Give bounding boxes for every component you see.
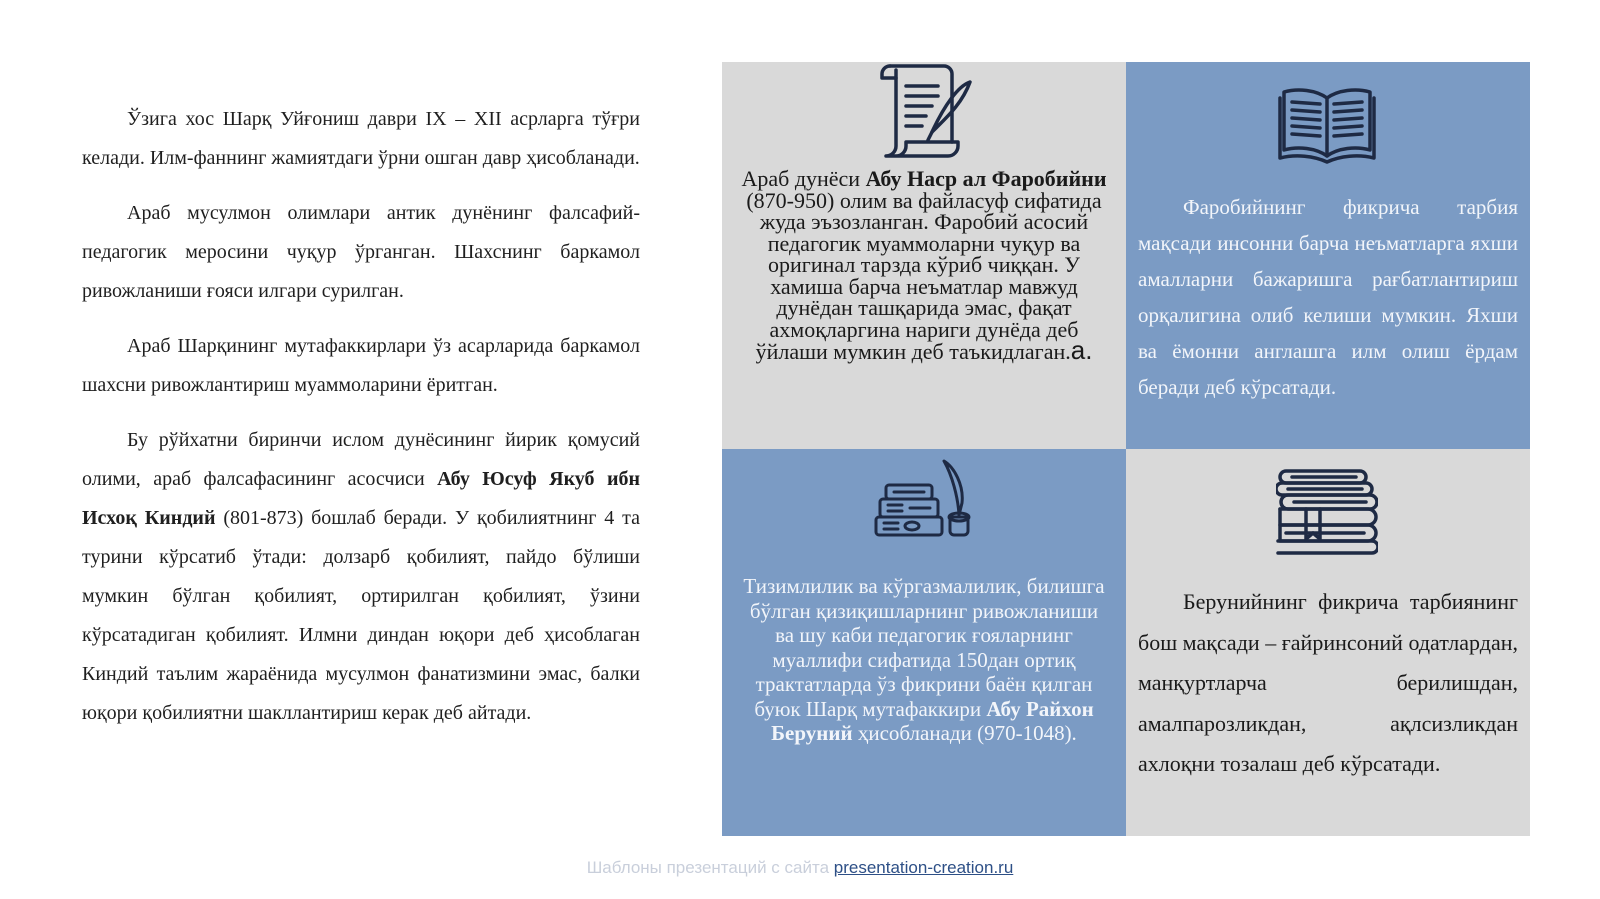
books-inkwell-icon <box>872 457 974 541</box>
book-stack-icon <box>1276 465 1378 557</box>
farabi-goal-text: Фаробийнинг фикрича тарбия мақсади инсонни барча неъматларга яхши амалларни бажаришга рағбатлантириш орқалигина олиб келиши мумкин. Яхши ва ёмонни англашга илм олиш ёрдам беради деб кўрсатади. <box>1138 195 1518 399</box>
paragraph-4-text-end: (801-873) бошлаб беради. У қобилиятнинг 4 та турини кўрсатиб ўтади: долзарб қобилият, пайдо бўлиши мумкин бўлган қобилият, ортирилган қобилият, ўзини кўрсатадиган қобилият. Илмни диндан юқори деб ҳисоблаган Киндий таълим жараёнида мусулмон фанатизмини эмас, балки юқори қобилиятни шакллантириш керак деб айтади. <box>82 507 640 724</box>
farabi-cell <box>722 62 1126 449</box>
scroll-quill-icon <box>874 62 974 160</box>
beruni-cell <box>722 449 1126 836</box>
open-book-icon <box>1276 84 1378 166</box>
footer-prefix: Шаблоны презентаций с сайта <box>586 858 834 877</box>
farabi-text-start: Араб дунёси <box>741 166 866 191</box>
beruni-goal-text: Берунийнинг фикрича тарбиянинг бош мақсади – ғайринсоний одатлардан, манқуртларча берилишдан, амалпарозликдан, ақлсизликдан ахлоқни тозалаш деб кўрсатади. <box>1138 589 1518 776</box>
info-grid <box>722 62 1530 836</box>
beruni-text <box>738 574 1110 746</box>
farabi-text-body: (870-950) олим ва файласуф сифатида жуда эъзозланган. Фаробий асосий педагогик муаммоларни чуқур ва оригинал тарзда кўриб чиққан. У хамиша барча неъматлар мавжуд дунёдан ташқарида эмас, фақат ахмоқларгина нариги дунёда деб ўйлаши мумкин деб таъкидлаган. <box>746 187 1102 364</box>
farabi-goal-cell <box>1126 62 1530 449</box>
paragraph-2: Араб мусулмон олимлари антик дунёнинг фалсафий-педагогик меросини чуқур ўрганган. Шахснинг баркамол ривожланиши ғояси илгари сурилган. <box>82 202 640 302</box>
beruni-name: Абу Райхон Беруний <box>771 696 1094 745</box>
footer-credit <box>0 858 1600 878</box>
beruni-text-start: Тизимлилик ва кўргазмалилик, билишга бўлган қизиқишларнинг ривожланиши ва шу каби педагогик ғояларнинг муаллифи сифатида 150дан ортиқ трактатларда ўз фикрини баён қилган буюк Шарқ мутафаккири <box>743 574 1105 721</box>
left-text-column <box>82 100 640 749</box>
paragraph-1: Ўзига хос Шарқ Уйғониш даври IX – XII асрларга тўғри келади. Илм-фаннинг жамиятдаги ўрни ошган давр ҳисобланади. <box>82 108 640 169</box>
paragraph-4-text: Бу рўйхатни биринчи ислом дунёсининг йирик қомусий олими, араб фалсафасининг асосчиси <box>82 429 640 490</box>
paragraph-4 <box>82 421 640 733</box>
paragraph-3: Араб Шарқининг мутафаккирлари ўз асарларида баркамол шахсни ривожлантириш муаммоларини ёритган. <box>82 335 640 396</box>
beruni-goal-cell <box>1126 449 1530 836</box>
footer-link[interactable]: presentation-creation.ru <box>833 858 1014 877</box>
farabi-text <box>740 168 1108 363</box>
farabi-name: Абу Наср ал Фаробийни <box>865 166 1107 191</box>
beruni-text-end: ҳисобланади (970-1048). <box>852 721 1077 745</box>
kindi-name: Абу Юсуф Якуб ибн Исхоқ Киндий <box>82 468 641 529</box>
farabi-text-tail: а. <box>1070 335 1093 365</box>
